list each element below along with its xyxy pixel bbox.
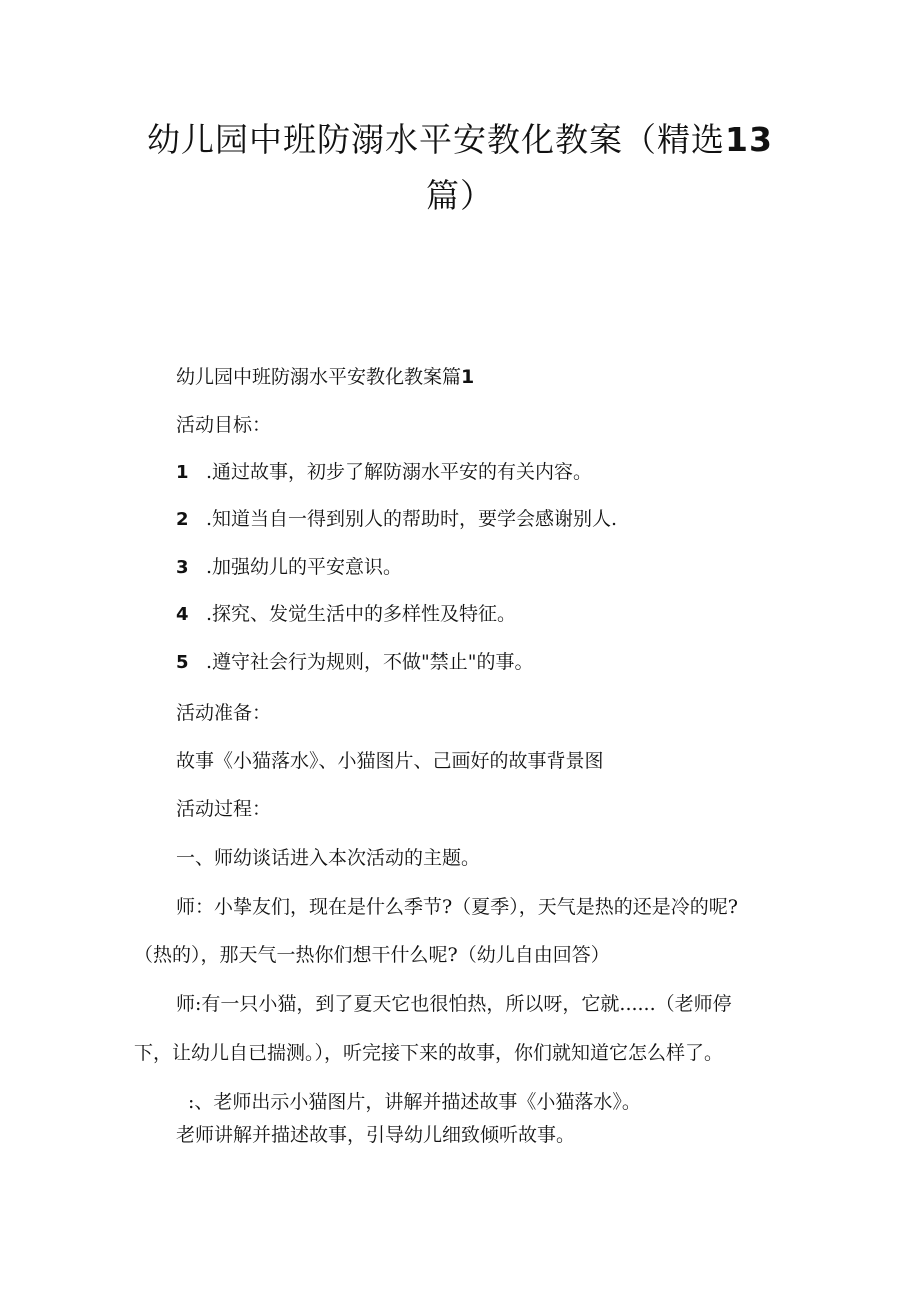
title-line-2: 篇） <box>426 176 494 215</box>
goal-number: 3 <box>176 557 189 578</box>
document-title <box>120 112 800 224</box>
dialog-1-line-2: （热的），那天气一热你们想干什么呢?（幼儿自由回答） <box>134 944 610 966</box>
process-label: 活动过程： <box>176 798 272 820</box>
goal-number: 1 <box>176 462 189 483</box>
goals-label: 活动目标： <box>176 414 272 436</box>
goal-item: 5 .遵守社会行为规则，不做"禁止"的事。 <box>176 649 534 676</box>
dialog-2-line-2: 下，让幼儿自已揣测。），听完接下来的故事，你们就知道它怎么样了。 <box>134 1042 724 1064</box>
goal-number: 4 <box>176 604 189 625</box>
step-2: :、老师出示小猫图片，讲解并描述故事《小猫落水》。 <box>188 1091 641 1113</box>
step-1: 一、师幼谈话进入本次活动的主题。 <box>176 847 481 869</box>
goal-number: 2 <box>176 509 189 530</box>
title-number: 13 <box>725 120 773 159</box>
prep-label: 活动准备： <box>176 702 272 724</box>
title-line-1: 幼儿园中班防溺水平安教化教案（精选13 <box>147 120 773 159</box>
goal-item: 4 .探究、发觉生活中的多样性及特征。 <box>176 601 516 628</box>
dialog-1-line-1: 师：小挚友们，现在是什么季节?（夏季），天气是热的还是冷的呢? <box>176 896 738 918</box>
goal-number: 5 <box>176 652 189 673</box>
section-heading: 幼儿园中班防溺水平安教化教案篇1 <box>176 366 475 388</box>
step-2-detail: 老师讲解并描述故事，引导幼儿细致倾听故事。 <box>176 1124 576 1146</box>
section-number: 1 <box>461 366 475 388</box>
goal-item: 3 .加强幼儿的平安意识。 <box>176 554 402 581</box>
goal-item: 2 .知道当自一得到别人的帮助时，要学会感谢别人. <box>176 506 617 533</box>
prep-text: 故事《小猫落水》、小猫图片、己画好的故事背景图 <box>176 750 604 772</box>
dialog-2-line-1: 师:有一只小猫，到了夏天它也很怕热，所以呀，它就......（老师停 <box>176 993 732 1015</box>
goal-item: 1 .通过故事，初步了解防溺水平安的有关内容。 <box>176 459 592 486</box>
